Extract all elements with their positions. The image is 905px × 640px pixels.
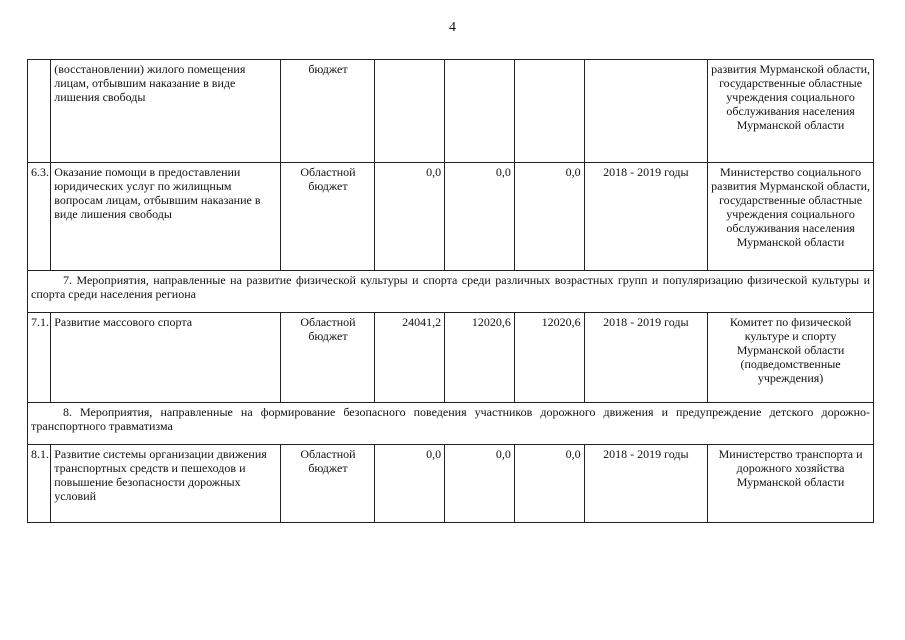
section-heading-text: 7. Мероприятия, направленные на развитие физической культуры и спорта среди различных возрастных групп и популяризацию физической культуры и спорта среди населения региона: [31, 273, 870, 301]
row-number: 8.1.: [28, 445, 51, 523]
section-heading-text: 8. Мероприятия, направленные на формирование безопасного поведения участников дорожного движения и предупреждение детского дорожно-транспортного травматизма: [31, 405, 870, 433]
responsible-executor: Министерство социального развития Мурманской области, государственные областные учреждения социального обслуживания населения Мурманской области: [708, 163, 874, 271]
activity-name: Развитие системы организации движения транспортных средств и пешеходов и повышение безопасности дорожных условий: [51, 445, 281, 523]
table-row: [28, 60, 874, 163]
amount-2019: [514, 60, 584, 163]
table-row: [28, 445, 874, 523]
amount-2018: [445, 60, 515, 163]
table-row: [28, 163, 874, 271]
amount-2018: 0,0: [445, 163, 515, 271]
amount-2019: 0,0: [514, 163, 584, 271]
period: 2018 - 2019 годы: [584, 445, 708, 523]
program-activities-table: [27, 59, 874, 523]
responsible-executor: Комитет по физической культуре и спорту Мурманской области (подведомственные учреждения): [708, 313, 874, 403]
period: 2018 - 2019 годы: [584, 313, 708, 403]
section-header-row: [28, 403, 874, 445]
amount-total: 24041,2: [375, 313, 445, 403]
period: 2018 - 2019 годы: [584, 163, 708, 271]
page-number: 4: [449, 20, 456, 35]
funding-source: Областной бюджет: [281, 313, 375, 403]
amount-2019: 12020,6: [514, 313, 584, 403]
row-number: 7.1.: [28, 313, 51, 403]
amount-2018: 0,0: [445, 445, 515, 523]
period: [584, 60, 708, 163]
responsible-executor: развития Мурманской области, государственные областные учреждения социального обслуживания населения Мурманской области: [708, 60, 874, 163]
row-number: 6.3.: [28, 163, 51, 271]
section-header-row: [28, 271, 874, 313]
amount-total: 0,0: [375, 163, 445, 271]
row-number: [28, 60, 51, 163]
responsible-executor: Министерство транспорта и дорожного хозяйства Мурманской области: [708, 445, 874, 523]
section-heading: [28, 403, 874, 445]
activity-name: Развитие массового спорта: [51, 313, 281, 403]
table-row: [28, 313, 874, 403]
activity-name: (восстановлении) жилого помещения лицам, отбывшим наказание в виде лишения свободы: [51, 60, 281, 163]
section-heading: [28, 271, 874, 313]
amount-2018: 12020,6: [445, 313, 515, 403]
amount-total: 0,0: [375, 445, 445, 523]
funding-source: бюджет: [281, 60, 375, 163]
amount-2019: 0,0: [514, 445, 584, 523]
activity-name: Оказание помощи в предоставлении юридических услуг по жилищным вопросам лицам, отбывшим наказание в виде лишения свободы: [51, 163, 281, 271]
funding-source: Областной бюджет: [281, 163, 375, 271]
funding-source: Областной бюджет: [281, 445, 375, 523]
amount-total: [375, 60, 445, 163]
